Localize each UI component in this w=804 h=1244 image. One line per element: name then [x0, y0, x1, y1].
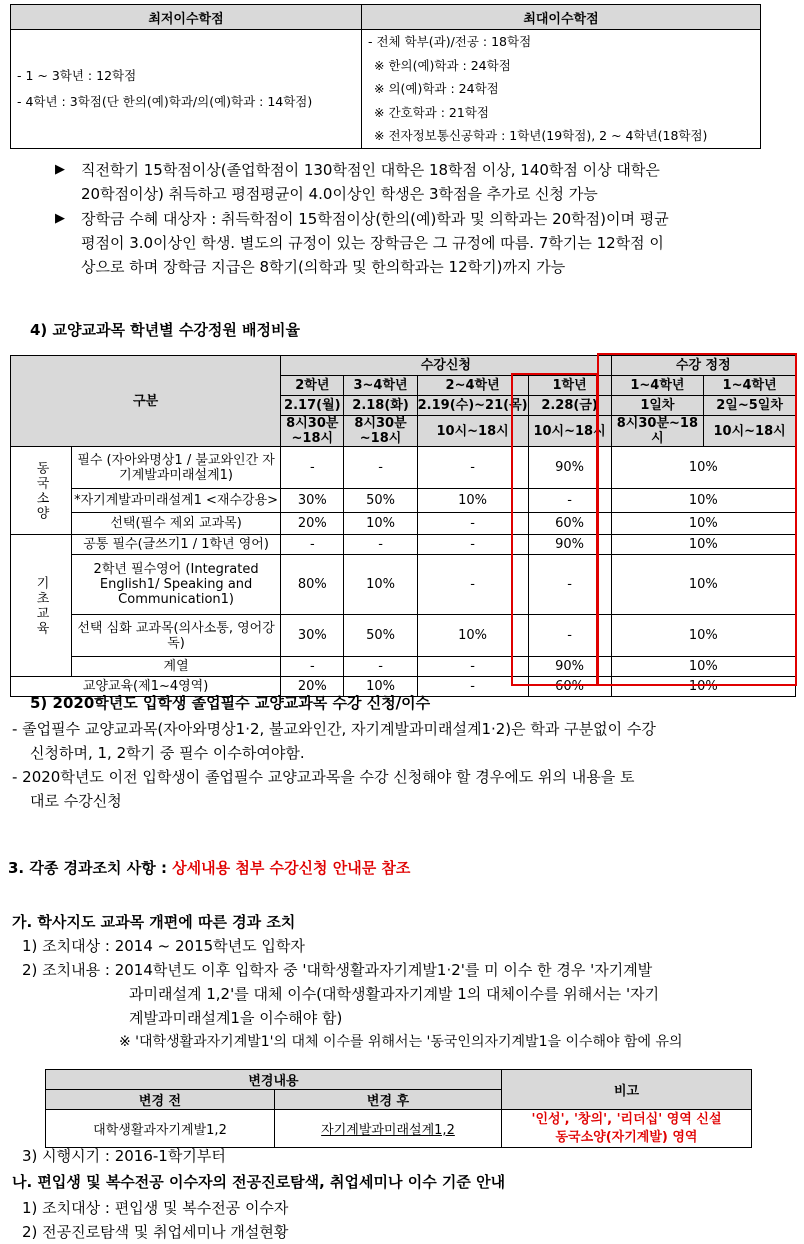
triangle-bullet-icon: ▶ — [55, 211, 65, 226]
after-header: 변경 후 — [275, 1090, 502, 1110]
row-label: 필수 (자아와명상1 / 불교와인간 자기계발과미래설계1) — [72, 447, 281, 489]
cell: - — [417, 677, 528, 697]
bullet-line: 평점이 3.0이상인 학생. 별도의 규정이 있는 장학금은 그 규정에 따름. 7학기는 12학점 이 — [81, 234, 664, 252]
category-dongguk: 동국소양 — [11, 447, 72, 535]
ga-line: 과미래설계 1,2'를 대체 이수(대학생활과자기계발 1의 대체이수를 위해서는 '자기 — [129, 985, 660, 1003]
cell: 30% — [281, 615, 344, 657]
section-5-title: 5) 2020학년도 입학생 졸업필수 교양교과목 수강 신청/이수 — [30, 694, 431, 712]
category-gicho: 기초교육 — [11, 535, 72, 677]
time-header: 10시~18시 — [704, 416, 796, 447]
date-header: 2.17(월) — [281, 396, 344, 416]
credit-table — [10, 4, 761, 149]
date-header: 2.18(화) — [344, 396, 417, 416]
ga-line: 2) 조치내용 : 2014학년도 이후 입학자 중 '대학생활과자기계발1·2'를 미 이수 한 경우 '자기계발 — [22, 961, 653, 979]
ga-line: 계발과미래설계1을 이수해야 함) — [129, 1009, 343, 1027]
max-line: ※ 의(예)학과 : 24학점 — [374, 81, 499, 96]
jeongjeong-header: 수강 정정 — [611, 356, 795, 376]
ga-line: 1) 조치대상 : 2014 ~ 2015학년도 입학자 — [22, 937, 305, 955]
cell: - — [528, 555, 611, 615]
row-label: 계열 — [72, 657, 281, 677]
after-cell: 자기계발과미래설계1,2 — [275, 1110, 502, 1148]
note-line: 동국소양(자기계발) 영역 — [555, 1129, 698, 1145]
cell: 10% — [611, 489, 795, 513]
cell: 90% — [528, 535, 611, 555]
sugang-header: 수강신청 — [281, 356, 611, 376]
grade-header: 1학년 — [528, 376, 611, 396]
bullet-line: 직전학기 15학점이상(졸업학점이 130학점인 대학은 18학점 이상, 140학점 이상 대학은 — [81, 161, 660, 179]
ga-note: ※ '대학생활과자기계발1'의 대체 이수를 위해서는 '동국인의자기계발1을 이수해야 함에 유의 — [119, 1034, 683, 1050]
cell: 50% — [344, 489, 417, 513]
cell: 10% — [611, 615, 795, 657]
cell: 10% — [611, 535, 795, 555]
section-4-title: 4) 교양교과목 학년별 수강정원 배정비율 — [30, 321, 301, 339]
date-header: 1일차 — [611, 396, 704, 416]
section-5-line: 대로 수강신청 — [30, 792, 122, 810]
grade-header: 2학년 — [281, 376, 344, 396]
time-header: 10시~18시 — [417, 416, 528, 447]
na-list — [22, 1196, 288, 1244]
change-header: 변경내용 — [46, 1070, 502, 1090]
na-title: 나. 편입생 및 복수전공 이수자의 전공진로탐색, 취업세미나 이수 기준 안내 — [12, 1173, 506, 1191]
cell: - — [528, 615, 611, 657]
bullet-item — [55, 207, 775, 279]
time-header: 8시30분~18시 — [344, 416, 417, 447]
before-cell: 대학생활과자기계발1,2 — [46, 1110, 275, 1148]
time-header: 8시30분~18시 — [611, 416, 704, 447]
row-label: 교양교육(제1~4영역) — [11, 677, 281, 697]
section-3-title — [8, 856, 410, 880]
row-label: 선택(필수 제외 교과목) — [72, 513, 281, 535]
note-cell — [502, 1110, 752, 1148]
triangle-bullet-icon: ▶ — [55, 162, 65, 177]
cell: 60% — [528, 513, 611, 535]
quota-ratio-table — [10, 355, 796, 697]
grade-header: 1~4학년 — [611, 376, 704, 396]
cell: 60% — [528, 677, 611, 697]
ga-list — [22, 934, 782, 1054]
bullet-line: 20학점이상) 취득하고 평점평균이 4.0이상인 학생은 3학점을 추가로 신청 가능 — [81, 185, 598, 203]
cell: 10% — [611, 657, 795, 677]
bullet-item — [55, 158, 775, 206]
section-5-list — [12, 717, 772, 813]
bullet-line: 장학금 수혜 대상자 : 취득학점이 15학점이상(한의(예)학과 및 의학과는 20학점)이며 평균 — [81, 210, 669, 228]
row-label: 2학년 필수영어 (Integrated English1/ Speaking and Communication1) — [72, 555, 281, 615]
grade-header: 1~4학년 — [704, 376, 796, 396]
cell: - — [417, 513, 528, 535]
cell: 10% — [611, 513, 795, 535]
cell: 90% — [528, 657, 611, 677]
cell: - — [417, 535, 528, 555]
cell: - — [528, 489, 611, 513]
min-line: - 4학년 : 3학점(단 한의(예)학과/의(예)학과 : 14학점) — [17, 93, 313, 109]
cell: - — [344, 447, 417, 489]
ga-item-3: 3) 시행시기 : 2016-1학기부터 — [22, 1147, 226, 1165]
time-header: 8시30분~18시 — [281, 416, 344, 447]
cell: - — [281, 447, 344, 489]
max-credit-cell — [362, 30, 761, 149]
min-line: - 1 ~ 3학년 : 12학점 — [17, 67, 137, 83]
cell: - — [417, 555, 528, 615]
bullet-line: 상으로 하며 장학금 지급은 8학기(의학과 및 한의학과는 12학기)까지 가능 — [81, 258, 566, 276]
cell: - — [417, 657, 528, 677]
cell: 10% — [611, 677, 795, 697]
cell: - — [281, 535, 344, 555]
bullet-list — [55, 158, 775, 279]
cell: - — [344, 535, 417, 555]
note-header: 비고 — [502, 1070, 752, 1110]
row-label: *자기계발과미래설계1 <재수강용> — [72, 489, 281, 513]
cell: 20% — [281, 513, 344, 535]
date-header: 2.28(금) — [528, 396, 611, 416]
ga-title: 가. 학사지도 교과목 개편에 따른 경과 조치 — [12, 913, 296, 931]
max-line: ※ 간호학과 : 21학점 — [374, 104, 489, 120]
cell: 10% — [344, 555, 417, 615]
date-header: 2일~5일차 — [704, 396, 796, 416]
cell: 90% — [528, 447, 611, 489]
min-credit-header: 최저이수학점 — [11, 5, 362, 30]
cell: - — [281, 657, 344, 677]
max-line: ※ 전자정보통신공학과 : 1학년(19학점), 2 ~ 4학년(18학점) — [374, 128, 708, 143]
cell: 10% — [344, 513, 417, 535]
cell: 30% — [281, 489, 344, 513]
max-credit-header: 최대이수학점 — [362, 5, 761, 30]
cell: 10% — [417, 615, 528, 657]
section-5-line: - 졸업필수 교양교과목(자아와명상1·2, 불교와인간, 자기계발과미래설계1·2)은 학과 구분없이 수강 — [12, 720, 656, 738]
note-line: '인성', '창의', '리더십' 영역 신설 — [531, 1111, 722, 1127]
section-3-prefix: 3. 각종 경과조치 사항 : — [8, 859, 173, 877]
cell: 10% — [611, 447, 795, 489]
cell: 20% — [281, 677, 344, 697]
row-label: 공통 필수(글쓰기1 / 1학년 영어) — [72, 535, 281, 555]
cell: 10% — [344, 677, 417, 697]
na-line: 1) 조치대상 : 편입생 및 복수전공 이수자 — [22, 1199, 289, 1217]
max-line: - 전체 학부(과)/전공 : 18학점 — [368, 34, 532, 49]
change-table — [45, 1069, 752, 1148]
grade-header: 3~4학년 — [344, 376, 417, 396]
before-header: 변경 전 — [46, 1090, 275, 1110]
cell: 10% — [417, 489, 528, 513]
date-header: 2.19(수)~21(목) — [417, 396, 528, 416]
cell: 50% — [344, 615, 417, 657]
cell: - — [417, 447, 528, 489]
max-line: ※ 한의(예)학과 : 24학점 — [374, 57, 511, 73]
row-label: 선택 심화 교과목(의사소통, 영어강독) — [72, 615, 281, 657]
section-5-line: 신청하며, 1, 2학기 중 필수 이수하여야함. — [30, 744, 305, 762]
min-credit-cell — [11, 30, 362, 149]
cell: 10% — [611, 555, 795, 615]
section-3-reference: 상세내용 첨부 수강신청 안내문 참조 — [172, 859, 411, 877]
na-line: 2) 전공진로탐색 및 취업세미나 개설현황 — [22, 1223, 289, 1241]
time-header: 10시~18시 — [528, 416, 611, 447]
gubun-header: 구분 — [11, 356, 281, 447]
cell: 80% — [281, 555, 344, 615]
cell: - — [344, 657, 417, 677]
section-5-line: - 2020학년도 이전 입학생이 졸업필수 교양교과목을 수강 신청해야 할 경우에도 위의 내용을 토 — [12, 768, 635, 786]
grade-header: 2~4학년 — [417, 376, 528, 396]
